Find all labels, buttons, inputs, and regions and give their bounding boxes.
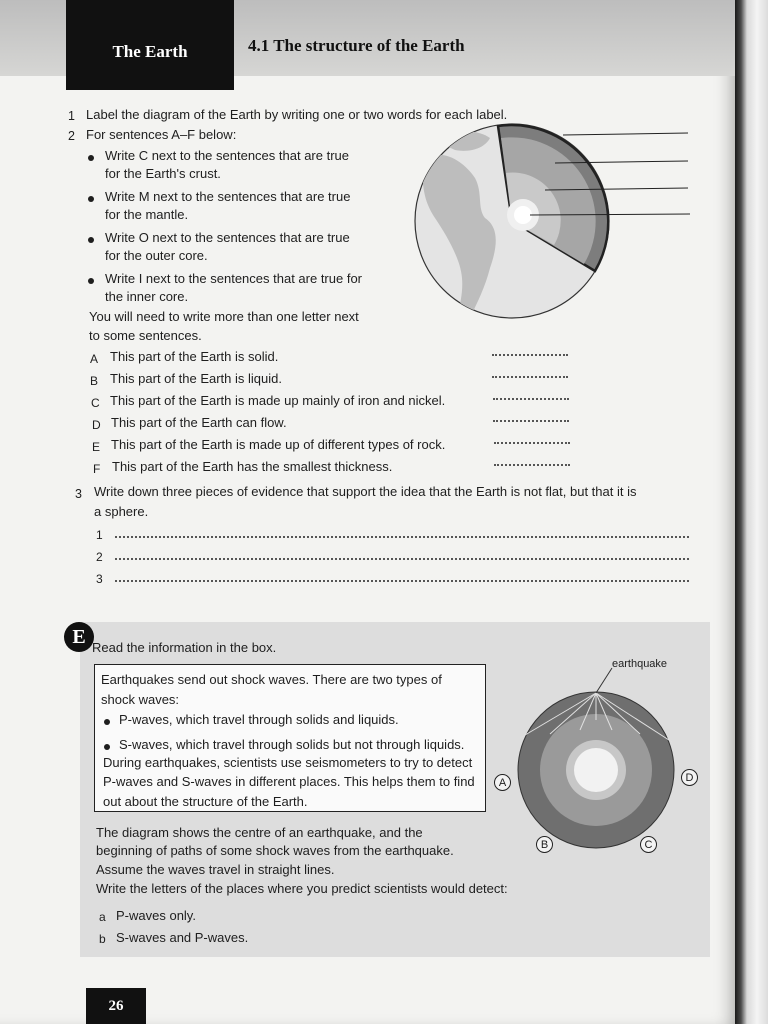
sentence-text: This part of the Earth can flow. — [111, 415, 287, 430]
answer-blank[interactable] — [492, 354, 568, 356]
earthquake-label: earthquake — [612, 658, 668, 670]
extension-intro: Read the information in the box. — [92, 640, 277, 655]
part-letter: a — [99, 910, 106, 924]
sentence-text: This part of the Earth is solid. — [110, 349, 279, 364]
sentence-text: This part of the Earth is liquid. — [110, 371, 282, 386]
instruction-line: Write M next to the sentences that are true — [105, 189, 351, 204]
section-title: 4.1 The structure of the Earth — [248, 36, 465, 55]
sentence-letter: B — [90, 374, 99, 388]
sentence-letter: F — [93, 462, 101, 476]
part-text: S-waves and P-waves. — [116, 930, 249, 945]
question-text: a sphere. — [94, 504, 149, 519]
sentence-text: This part of the Earth is made up mainly of iron and nickel. — [110, 393, 446, 408]
extension-text: Write the letters of the places where you predict scientists would detect: — [96, 881, 508, 896]
point-b-marker: B — [536, 836, 553, 853]
answer-blank[interactable] — [493, 398, 569, 400]
answer-line[interactable] — [115, 536, 689, 538]
answer-blank[interactable] — [494, 464, 570, 466]
instruction-line: Write O next to the sentences that are true — [105, 230, 350, 245]
info-line: out about the structure of the Earth. — [103, 794, 308, 809]
extension-badge: E — [64, 622, 94, 652]
question-number: 3 — [75, 487, 82, 501]
point-c-marker: C — [640, 836, 657, 853]
bullet — [88, 237, 94, 243]
question-text: For sentences A–F below: — [86, 127, 237, 142]
chapter-title: The Earth — [112, 42, 188, 61]
info-bullet: S-waves, which travel through solids but not through liquids. — [119, 737, 465, 752]
instruction-line: for the outer core. — [105, 248, 208, 263]
bullet — [88, 278, 94, 284]
bullet — [104, 744, 110, 750]
instruction-line: Write I next to the sentences that are true for — [105, 271, 363, 286]
sentence-letter: E — [92, 440, 101, 454]
bullet — [104, 719, 110, 725]
info-line: During earthquakes, scientists use seismometers to try to detect — [103, 755, 473, 770]
instruction-line: for the Earth's crust. — [105, 166, 221, 181]
info-line: Earthquakes send out shock waves. There are two types of — [101, 672, 442, 687]
answer-line[interactable] — [115, 558, 689, 560]
info-bullet: P-waves, which travel through solids and liquids. — [119, 712, 399, 727]
label-line-1 — [563, 133, 688, 135]
sentence-letter: D — [92, 418, 101, 432]
question-text: Write down three pieces of evidence that support the idea that the Earth is not flat, but that it is — [94, 484, 637, 499]
note-line: to some sentences. — [89, 328, 202, 343]
answer-blank[interactable] — [494, 442, 570, 444]
page-number: 26 — [86, 988, 146, 1024]
instruction-line: Write C next to the sentences that are true — [105, 148, 349, 163]
instruction-line: for the mantle. — [105, 207, 189, 222]
sentence-text: This part of the Earth has the smallest thickness. — [112, 459, 393, 474]
point-a-marker: A — [494, 774, 511, 791]
info-line: P-waves and S-waves in different places. This helps them to find — [103, 774, 475, 789]
note-line: You will need to write more than one letter next — [89, 309, 359, 324]
extension-text: beginning of paths of some shock waves from the earthquake. — [96, 843, 454, 858]
question-number: 1 — [68, 109, 75, 123]
question-number: 2 — [68, 129, 75, 143]
chapter-tab — [66, 0, 234, 90]
instruction-line: the inner core. — [105, 289, 189, 304]
bullet — [88, 155, 94, 161]
answer-line-number: 1 — [96, 528, 103, 542]
extension-text: Assume the waves travel in straight lines. — [96, 862, 335, 877]
info-line: shock waves: — [101, 692, 180, 707]
part-text: P-waves only. — [116, 908, 196, 923]
earth-structure-diagram — [405, 118, 695, 340]
bullet — [88, 196, 94, 202]
sentence-text: This part of the Earth is made up of different types of rock. — [111, 437, 446, 452]
earthquake-pointer — [596, 668, 612, 693]
book-spine — [735, 0, 768, 1024]
answer-line-number: 3 — [96, 572, 103, 586]
answer-line-number: 2 — [96, 550, 103, 564]
answer-blank[interactable] — [493, 420, 569, 422]
part-letter: b — [99, 932, 106, 946]
sentence-letter: A — [90, 352, 99, 366]
question-text: Label the diagram of the Earth by writing one or two words for each label. — [86, 107, 508, 122]
answer-blank[interactable] — [492, 376, 568, 378]
earthquake-diagram — [490, 650, 705, 865]
sentence-letter: C — [91, 396, 100, 410]
answer-line[interactable] — [115, 580, 689, 582]
extension-text: The diagram shows the centre of an earthquake, and the — [96, 825, 423, 840]
point-d-marker: D — [681, 769, 698, 786]
